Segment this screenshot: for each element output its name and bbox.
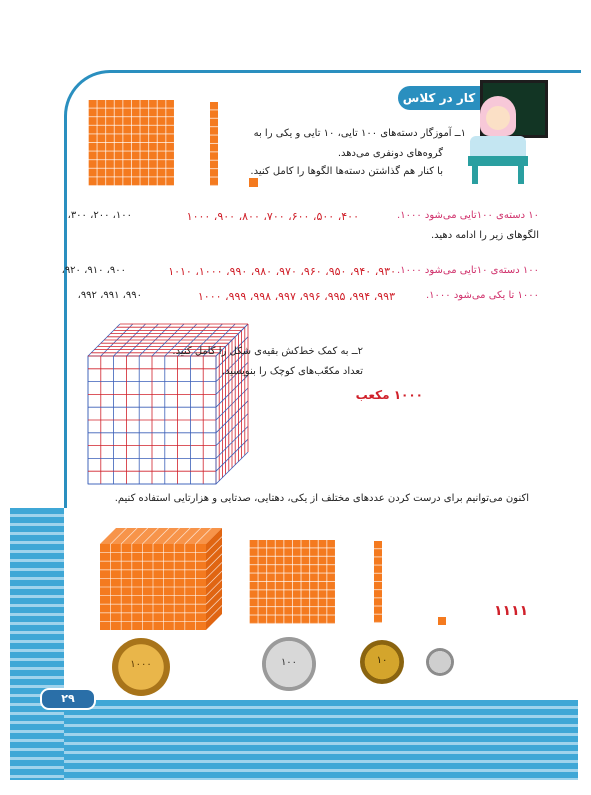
- bottom-stripes: [64, 700, 578, 780]
- pattern2-printed: ۹۰۰، ۹۱۰، ۹۲۰،: [61, 265, 126, 276]
- coin-100-label: ۱۰۰: [280, 657, 298, 668]
- pattern1-label: ۱۰ دسته‌ی ۱۰۰تایی می‌شود ۱۰۰۰.: [397, 210, 539, 221]
- ten-rod-bottom: [374, 541, 382, 623]
- coin-100-icon: [262, 637, 316, 691]
- pattern3-printed: ۹۹۰، ۹۹۱، ۹۹۲،: [77, 290, 142, 301]
- exercise2-line-1: ۲ــ به کمک خط‌کش بقیه‌ی شکل را کامل کنید.: [172, 346, 363, 357]
- pattern2-label: ۱۰۰ دسته‌ی ۱۰تایی می‌شود ۱۰۰۰.: [397, 265, 539, 276]
- ten-rod: [210, 102, 218, 186]
- coin-10-icon: [360, 640, 404, 684]
- coin-1000-label: ۱۰۰۰: [130, 659, 152, 670]
- exercise2-line-2: تعداد مکعّب‌های کوچک را بنویسید.: [221, 366, 363, 377]
- instruction-line-2: گروه‌های دونفری می‌دهد.: [337, 148, 443, 159]
- coin-small-icon: [426, 648, 454, 676]
- hundred-flat-bottom: [249, 540, 335, 624]
- instruction-line-1: ۱ــ آموزگار دسته‌های ۱۰۰ تایی، ۱۰ تایی و یکی را به: [253, 128, 466, 139]
- student-illustration: [462, 96, 532, 184]
- thousand-cube-drawing: [82, 318, 262, 490]
- pattern3-label: ۱۰۰۰ تا یکی می‌شود ۱۰۰۰.: [425, 290, 539, 301]
- pattern3-answers: ۹۹۳، ۹۹۴، ۹۹۵، ۹۹۶، ۹۹۷، ۹۹۸، ۹۹۹، ۱۰۰۰: [197, 290, 395, 303]
- unit-cube: [249, 178, 258, 187]
- bottom-sentence: اکنون می‌توانیم برای درست کردن عددهای مختلف از یکی، دهتایی، صدتایی و هزارتایی استفاده کنیم.: [114, 493, 529, 504]
- bottom-number: ۱۱۱۱: [494, 603, 529, 619]
- instruction-line-3: با کنار هم گذاشتن دسته‌ها الگوها را کامل کنید.: [250, 166, 443, 177]
- thousand-cube-block: [100, 528, 222, 630]
- unit-cube-bottom: [438, 617, 446, 625]
- pattern1-printed: ۱۰۰، ۲۰۰، ۳۰۰،: [67, 210, 132, 221]
- pattern1-answers: ۴۰۰، ۵۰۰، ۶۰۰، ۷۰۰، ۸۰۰، ۹۰۰، ۱۰۰۰: [186, 210, 359, 223]
- exercise2-answer: ۱۰۰۰ مکعب: [355, 388, 423, 402]
- coin-1000-icon: [112, 638, 170, 696]
- hundred-block-flat: [88, 100, 174, 186]
- coin-10-label: ۱۰: [376, 655, 388, 666]
- page-number: ۲۹: [40, 688, 96, 710]
- continue-instruction: الگوهای زیر را ادامه دهید.: [430, 230, 539, 241]
- section-title: کار در کلاس: [398, 86, 480, 110]
- pattern2-answers: ۹۳۰، ۹۴۰، ۹۵۰، ۹۶۰، ۹۷۰، ۹۸۰، ۹۹۰، ۱۰۰۰، ۱۰۱۰: [168, 265, 396, 278]
